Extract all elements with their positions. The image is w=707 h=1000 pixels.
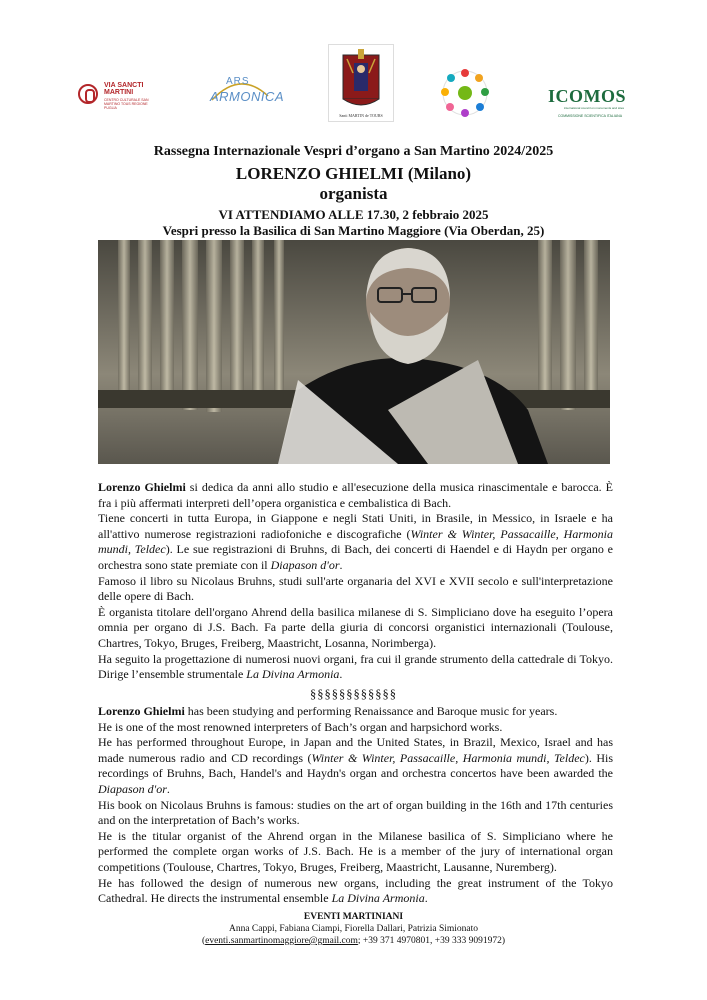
section-separator: §§§§§§§§§§§§ bbox=[310, 687, 397, 701]
via-sancti-martini-subtitle: CENTRO CULTURALE SAN MARTINO TOUS REGIONE PUGLIA bbox=[104, 98, 149, 110]
san-martino-caption: Santi MARTIN de TOURS bbox=[339, 113, 383, 118]
italian-p2-text-c: . bbox=[339, 557, 343, 572]
italian-paragraph-5 bbox=[98, 652, 613, 683]
italian-p5-text-b: . bbox=[339, 667, 343, 682]
footer-organizers: Anna Cappi, Fabiana Ciampi, Fiorella Dallari, Patrizia Simionato bbox=[228, 924, 479, 934]
via-sancti-martini-emblem bbox=[78, 84, 98, 104]
english-p3-text-a: He has performed throughout Europe, in Japan and the United States, in Brazil, Mexico, Israel and has made numerous radio and CD recordings ( bbox=[98, 735, 613, 765]
footer-phones: ; +39 371 4970801, +39 333 9091972) bbox=[357, 936, 506, 946]
icomos-logo bbox=[546, 86, 632, 120]
ars-armonica-line1: ARS bbox=[226, 76, 250, 87]
italian-p5-text-a: Ha seguito la progettazione di numerosi nuovi organi, fra cui il grande strumento della cattedrale di Tokyo. Dirige l’ensemble strumentale bbox=[98, 651, 613, 682]
italian-performer-name: Lorenzo Ghielmi bbox=[98, 480, 186, 494]
crest-icon bbox=[329, 45, 393, 111]
performer-role: organista bbox=[319, 184, 388, 203]
via-sancti-martini-logo bbox=[74, 78, 154, 118]
italian-p1-text: si dedica da anni allo studio e all'esecuzione della musica rinascimentale e barocca. È fra i più affermati interpreti dell’opera organistica e cembalistica di Bach. bbox=[98, 480, 613, 510]
italian-ensemble: La Divina Armonia bbox=[246, 667, 340, 682]
italian-biography bbox=[98, 480, 613, 683]
english-p3-text-c: . bbox=[166, 781, 170, 796]
community-circle-icon bbox=[436, 64, 494, 122]
italian-paragraph-3: Famoso il libro su Nicolaus Bruhns, studi sull'arte organaria del XVI e XVII secolo e sull'interpretazione delle opere di Bach. bbox=[98, 573, 613, 604]
san-martino-crest bbox=[328, 44, 394, 122]
event-venue: Vespri presso la Basilica di San Martino Maggiore (Via Oberdan, 25) bbox=[162, 223, 545, 238]
italian-award: Diapason d'or bbox=[270, 557, 340, 572]
icomos-subtitle: international council on monuments and sites bbox=[563, 106, 625, 110]
english-p1-text: has been studying and performing Renaissance and Baroque music for years. bbox=[184, 704, 558, 718]
italian-paragraph-2 bbox=[98, 511, 613, 573]
english-paragraph-4: His book on Nicolaus Bruhns is famous: studies on the art of organ building in the 16th and 17th centuries and on the interpretation of Bach’s works. bbox=[98, 797, 613, 828]
italian-p2-text-b: ). Le sue registrazioni di Bruhns, di Bach, dei concerti di Haendel e di Haydn per organo e orchestra sono state premiate con il bbox=[98, 542, 614, 572]
series-title: Rassegna Internazionale Vespri d’organo a San Martino 2024/2025 bbox=[153, 144, 554, 159]
italian-record-labels: Winter & Winter, Passacaille, Harmonia mundi, Teldec bbox=[98, 526, 613, 557]
english-paragraph-2: He is one of the most renowned interpreters of Bach’s organ and harpsichord works. bbox=[98, 719, 503, 734]
english-paragraph-3 bbox=[98, 735, 613, 797]
event-datetime: VI ATTENDIAMO ALLE 17.30, 2 febbraio 2025 bbox=[218, 207, 489, 222]
english-p3-text-b: ). His recordings of Bruhns, Bach, Handel's and Haydn's organ and orchestra concertos have been awarded the bbox=[98, 750, 614, 781]
english-performer-name: Lorenzo Ghielmi bbox=[98, 704, 185, 718]
performer-name: LORENZO GHIELMI (Milano) bbox=[235, 164, 472, 183]
english-award: Diapason d'or bbox=[98, 781, 167, 796]
english-ensemble: La Divina Armonia bbox=[331, 891, 425, 906]
italian-paragraph-1 bbox=[98, 480, 613, 511]
english-p6-text-b: . bbox=[424, 891, 428, 906]
icomos-title: ICOMOS bbox=[548, 86, 627, 106]
organist-portrait-image bbox=[98, 240, 610, 464]
italian-p2-text-a: Tiene concerti in tutta Europa, in Giappone e negli Stati Uniti, in Brasile, in Messico, in Israele e ha all'attivo numerose registrazioni radiofoniche e discografiche ( bbox=[98, 511, 613, 541]
footer-organization: EVENTI MARTINIANI bbox=[303, 912, 404, 922]
english-paragraph-5: He is the titular organist of the Ahrend organ in the Milanese basilica of S. Simpliciano where he performed the complete organ works of J.S. Bach. He is a member of the jury of international organ competitions (Toulouse, Chartres, Tokyo, Bruges, Freiberg, Maastricht, Lausanne, Nuremberg). bbox=[98, 828, 613, 874]
italian-paragraph-4: È organista titolare dell'organo Ahrend della basilica milanese di S. Simpliciano dove ha eseguito l’opera omnia per organo di J.S. Bach. Fa parte della giuria di concorsi organistici internazionali (Toulouse, Chartres, Tokyo, Bruges, Freiberg, Maastricht, Losanna, Norimberga). bbox=[98, 604, 613, 650]
icomos-commission: COMMISSIONE SCIENTIFICA ITALIANA bbox=[557, 114, 623, 118]
via-sancti-martini-title: VIA SANCTI MARTINI bbox=[104, 82, 144, 96]
logo-strip bbox=[0, 44, 707, 124]
english-p6-text-a: He has followed the design of numerous new organs, including the great instrument of the Tokyo Cathedral. He directs the instrumental ensemble bbox=[98, 875, 613, 906]
english-paragraph-6 bbox=[98, 876, 613, 907]
performer-photo bbox=[98, 240, 610, 464]
ars-armonica-line2: ARMONICA bbox=[210, 89, 285, 104]
ars-armonica-logo bbox=[206, 72, 285, 118]
footer-email-link[interactable]: eventi.sanmartinomaggiore@gmail.com bbox=[205, 936, 358, 946]
footer bbox=[0, 911, 707, 947]
community-circle-logo bbox=[436, 64, 494, 122]
english-paragraph-1 bbox=[98, 704, 613, 720]
english-record-labels: Winter & Winter, Passacaille, Harmonia mundi, Teldec bbox=[311, 750, 585, 765]
footer-contact: (eventi.sanmartinomaggiore@gmail.com; +39 371 4970801, +39 333 9091972) bbox=[201, 936, 506, 946]
english-biography bbox=[98, 704, 613, 907]
